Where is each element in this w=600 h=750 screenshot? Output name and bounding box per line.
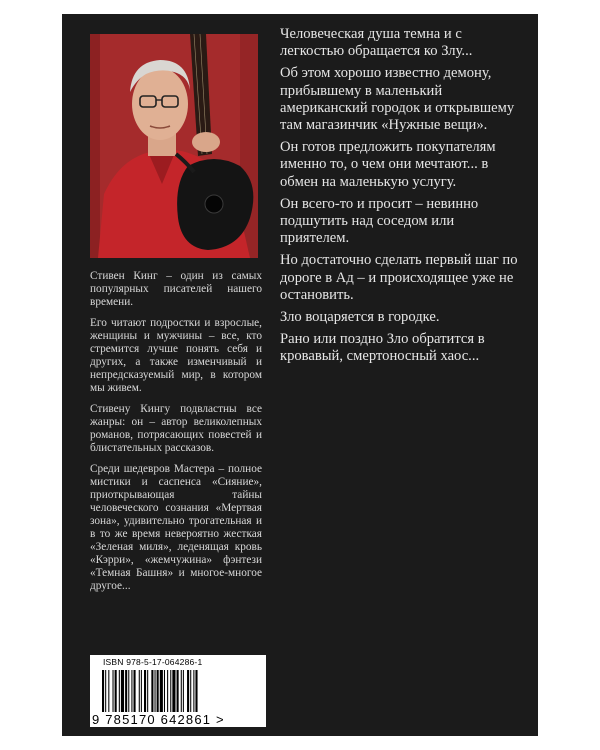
barcode-bar — [151, 670, 153, 712]
barcode-bar — [113, 670, 114, 712]
book-back-cover — [62, 14, 538, 736]
barcode-bar — [172, 670, 175, 712]
barcode-bar — [160, 670, 163, 712]
blurb-paragraph: Но достаточно сделать первый шаг по дороге в Ад – и происходящее уже не остановить. — [280, 252, 518, 303]
barcode-bar — [115, 670, 117, 712]
barcode-bar — [164, 670, 165, 712]
barcode-bar — [157, 670, 159, 712]
barcode-bar — [121, 670, 124, 712]
barcode-bar — [119, 670, 120, 712]
blurb-paragraph: Об этом хорошо известно демону, прибывшему в маленький американский городок и открывшему там магазинчик «Нужные вещи». — [280, 65, 515, 134]
author-bio-column — [90, 270, 262, 601]
barcode-bar — [108, 670, 109, 712]
barcode-bar — [190, 670, 191, 712]
barcode-bar — [177, 670, 179, 712]
bio-paragraph: Стивен Кинг – один из самых популярных писателей нашего времени. — [90, 270, 262, 308]
barcode-bar — [147, 670, 148, 712]
barcode-bar — [139, 670, 140, 712]
barcode-bar — [131, 670, 132, 712]
barcode-bar — [170, 670, 171, 712]
bio-paragraph: Стивену Кингу подвластны все жанры: он – автор великолепных романов, потрясающих повестей и блистательных рассказов. — [90, 403, 262, 454]
barcode-bar — [125, 670, 127, 712]
author-photo — [90, 34, 258, 258]
blurb-paragraph: Он готов предложить покупателям именно то, о чем они мечтают... в обмен на маленькую услугу. — [280, 139, 496, 190]
blurb-paragraph: Человеческая душа темна и с легкостью обращается ко Злу... — [280, 26, 473, 60]
barcode-bar — [187, 670, 189, 712]
barcode-bar — [141, 670, 142, 712]
barcode-bar — [102, 670, 104, 712]
barcode-bar — [183, 670, 184, 712]
isbn-barcode — [90, 655, 266, 727]
barcode-bars — [102, 670, 250, 712]
barcode-bar — [155, 670, 156, 712]
blurb-paragraph: Он всего-то и просит – невинно подшутить над соседом или приятелем. — [280, 195, 479, 247]
blurb-paragraph: Рано или поздно Зло обратится в кровавый, смертоносный хаос... — [280, 331, 485, 365]
barcode-bar — [193, 670, 194, 712]
barcode-bar — [128, 670, 129, 712]
author-with-guitar-image — [90, 34, 258, 258]
barcode-bar — [134, 670, 136, 712]
bio-paragraph: Его читают подростки и взрослые, женщины и мужчины – все, кто стремится лучше понять себя и других, а также изменчивый и непредсказуемый мир, в котором мы живем. — [90, 317, 262, 394]
blurb-paragraph: Зло воцаряется в городке. — [280, 309, 440, 326]
barcode-bar — [105, 670, 106, 712]
barcode-bar — [195, 670, 197, 712]
barcode-digits: 9 785170 642861 > — [92, 712, 225, 727]
isbn-label: ISBN 978-5-17-064286-1 — [103, 657, 203, 667]
blurb-column — [280, 26, 520, 371]
barcode-bar — [181, 670, 182, 712]
bio-paragraph: Среди шедевров Мастера – полное мистики и саспенса «Сияние», приоткрывающая тайны человеческого сознания «Мертвая зона», удивительно трогательная и в то же время невероятно жесткая «Зеленая миля», леденящая кровь «Кэрри», «жемчужина» фэнтези «Темная Башня» и многое-многое другое... — [90, 463, 262, 592]
barcode-bar — [144, 670, 146, 712]
barcode-bar — [167, 670, 168, 712]
